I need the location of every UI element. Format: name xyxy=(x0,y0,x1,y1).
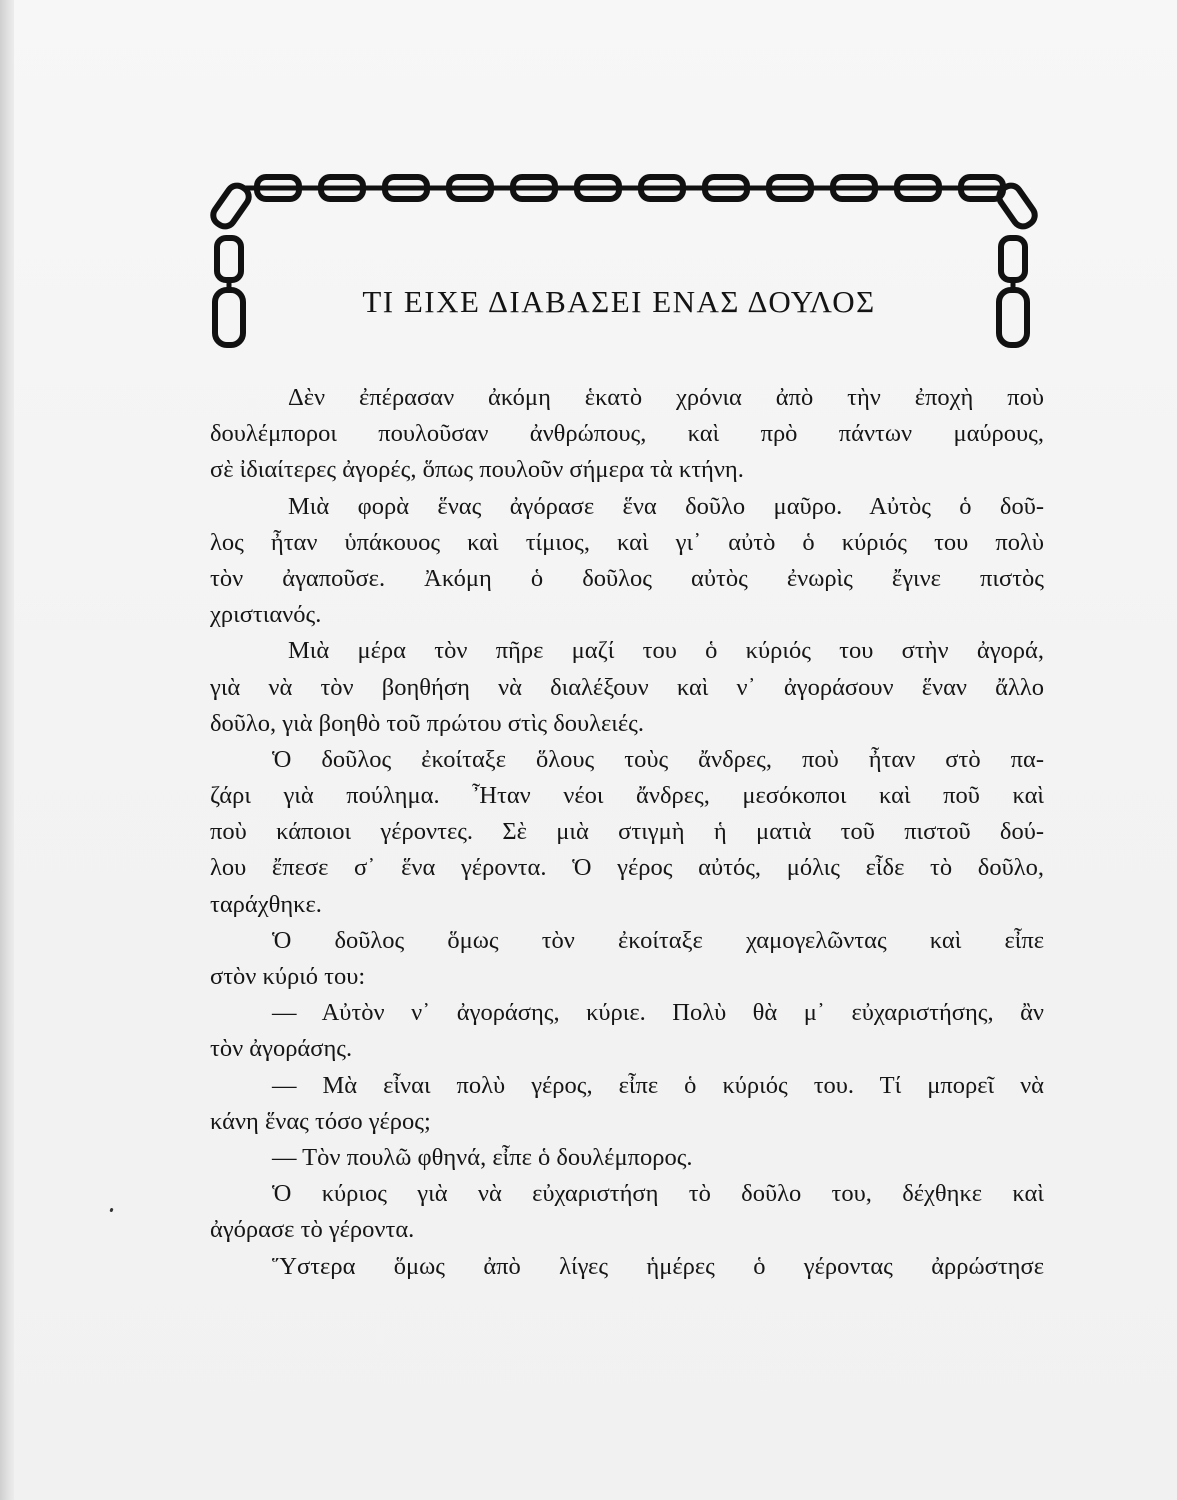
text-line: κάνη ἕνας τόσο γέρος; xyxy=(210,1107,431,1135)
text-line: στὸν κύριό του: xyxy=(210,963,366,990)
chain-link-right xyxy=(999,290,1027,345)
chain-corner-left xyxy=(209,182,252,231)
chapter-title: ΤΙ ΕΙΧΕ ΔΙΑΒΑΣΕΙ ΕΝΑΣ ΔΟΥΛΟΣ xyxy=(362,284,876,319)
text-line: τὸν ἀγοράσης. xyxy=(210,1035,353,1063)
chain-link-left xyxy=(215,290,243,345)
page-edge xyxy=(0,0,14,1500)
text-line: ταράχθηκε. xyxy=(210,890,322,918)
text-line: Ὁ δοῦλος ἐκοίταξε ὅλους τοὺς ἄνδρες, ποὺ ἦταν στὸ πα- xyxy=(272,745,1044,773)
chain-link-right xyxy=(1001,238,1025,280)
text-line: σὲ ἰδιαίτερες ἀγορές, ὅπως πουλοῦν σήμερα τὰ κτήνη. xyxy=(210,456,744,484)
text-line: χριστιανός. xyxy=(210,601,322,629)
text-line: ἀγόρασε τὸ γέροντα. xyxy=(210,1216,415,1244)
chain-frame-icon xyxy=(199,160,1049,360)
text-line: ποὺ κάποιοι γέροντες. Σὲ μιὰ στιγμὴ ἡ ματιὰ τοῦ πιστοῦ δού- xyxy=(210,818,1044,846)
text-line: Ὁ δοῦλος ὅμως τὸν ἐκοίταξε χαμογελῶντας καὶ εἶπε xyxy=(272,926,1044,954)
text-line: Μιὰ φορὰ ἕνας ἀγόρασε ἕνα δοῦλο μαῦρο. Αὐτὸς ὁ δοῦ- xyxy=(288,492,1044,520)
text-line: δοῦλο, γιὰ βοηθὸ τοῦ πρώτου στὶς δουλειές. xyxy=(210,709,645,737)
text-line: λου ἔπεσε σ᾿ ἕνα γέροντα. Ὁ γέρος αὐτός, μόλις εἶδε τὸ δοῦλο, xyxy=(210,854,1044,882)
book-page xyxy=(14,0,1177,1500)
chain-link-left xyxy=(217,238,241,280)
text-line: δουλέμποροι πουλοῦσαν ἀνθρώπους, καὶ πρὸ πάντων μαύρους, xyxy=(210,420,1044,448)
text-line: Ὕστερα ὅμως ἀπὸ λίγες ἡμέρες ὁ γέροντας ἀρρώστησε xyxy=(272,1252,1044,1280)
chain-corner-right xyxy=(995,182,1038,231)
text-line: Δὲν ἐπέρασαν ἀκόμη ἑκατὸ χρόνια ἀπὸ τὴν ἐποχὴ ποὺ xyxy=(288,384,1044,411)
text-line: γιὰ νὰ τὸν βοηθήση νὰ διαλέξουν καὶ ν᾿ ἀγοράσουν ἕναν ἄλλο xyxy=(210,673,1044,701)
ink-speck xyxy=(109,1208,113,1213)
text-line: τὸν ἀγαποῦσε. Ἀκόμη ὁ δοῦλος αὐτὸς ἐνωρὶς ἔγινε πιστὸς xyxy=(210,564,1044,592)
text-line: — Μὰ εἶναι πολὺ γέρος, εἶπε ὁ κύριός του. Τί μπορεῖ νὰ xyxy=(272,1071,1044,1099)
text-line: — Τὸν πουλῶ φθηνά, εἶπε ὁ δουλέμπορος. xyxy=(272,1143,693,1171)
text-line: Μιὰ μέρα τὸν πῆρε μαζί του ὁ κύριός του στὴν ἀγορά, xyxy=(288,637,1044,665)
story-text xyxy=(210,380,1044,1285)
text-line: ζάρι γιὰ πούλημα. Ἦταν νέοι ἄνδρες, μεσόκοποι καὶ ποῦ καὶ xyxy=(210,782,1044,810)
text-line: — Αὐτὸν ν᾿ ἀγοράσης, κύριε. Πολὺ θὰ μ᾿ εὐχαριστήσης, ἂν xyxy=(272,999,1044,1027)
text-line: λος ἦταν ὑπάκουος καὶ τίμιος, καὶ γι᾿ αὐτὸ ὁ κύριός του πολὺ xyxy=(210,528,1044,556)
text-line: Ὁ κύριος γιὰ νὰ εὐχαριστήση τὸ δοῦλο του, δέχθηκε καὶ xyxy=(272,1180,1044,1208)
